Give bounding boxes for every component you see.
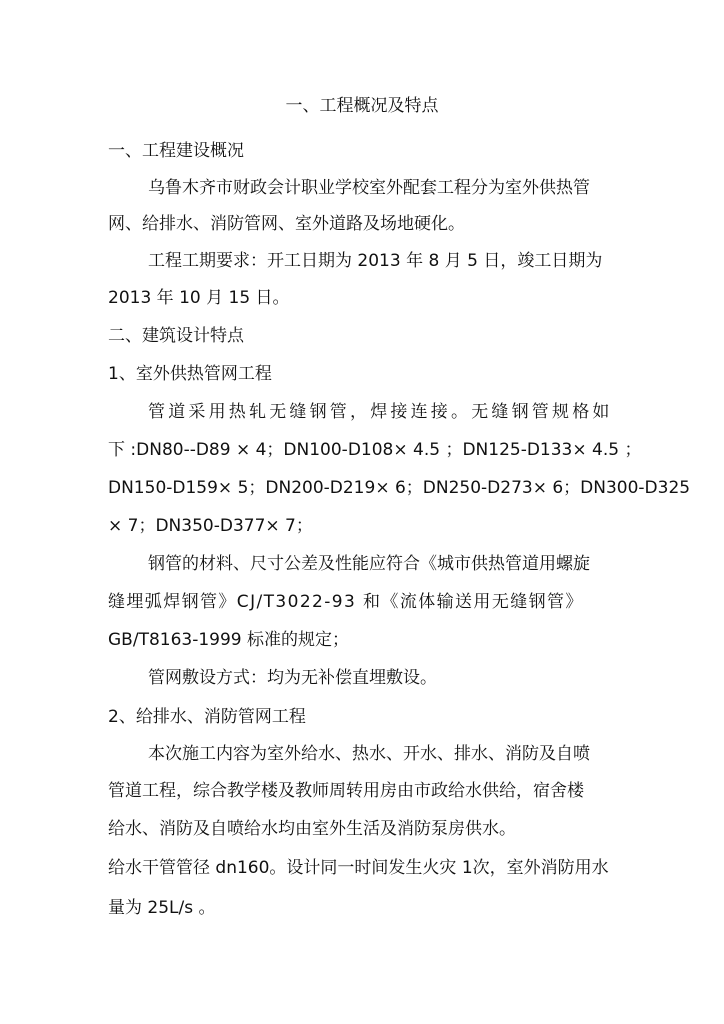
section-heading-1: 一、工程建设概况: [108, 141, 244, 161]
paragraph-line: 网、给排水、消防管网、室外道路及场地硬化。: [108, 214, 465, 234]
paragraph-line: 钢管的材料、尺寸公差及性能应符合《城市供热管道用螺旋: [148, 554, 590, 574]
paragraph-line: 量为 25L/s 。: [108, 898, 216, 918]
paragraph-line: × 7；DN350-D377× 7；: [108, 516, 313, 536]
paragraph-line: 给水、消防及自喷给水均由室外生活及消防泵房供水。: [108, 819, 516, 839]
paragraph-line: 管网敷设方式：均为无补偿直埋敷设。: [148, 668, 437, 688]
subsection-heading-1: 1、室外供热管网工程: [108, 364, 272, 384]
paragraph-line: 给水干管管径 dn160。设计同一时间发生火灾 1次，室外消防用水: [108, 858, 609, 878]
paragraph-line: 工程工期要求：开工日期为 2013 年 8 月 5 日，竣工日期为: [148, 251, 603, 271]
paragraph-line: 2013 年 10 月 15 日。: [108, 288, 290, 308]
paragraph-line: 下 :DN80--D89 × 4；DN100-D108× 4.5 ；DN125-D133× 4.5 ；: [108, 440, 642, 460]
paragraph-line: 本次施工内容为室外给水、热水、开水、排水、消防及自喷: [148, 744, 590, 764]
paragraph-line: GB/T8163-1999 标准的规定；: [108, 630, 350, 650]
paragraph-line: 缝埋弧焊钢管》CJ/T3022-93 和《流体输送用无缝钢管》: [108, 592, 584, 612]
paragraph-line: DN150-D159× 5；DN200-D219× 6；DN250-D273× 6；DN300-D325: [108, 478, 691, 498]
page-title: 一、工程概况及特点: [285, 96, 439, 116]
paragraph-line: 管道工程，综合教学楼及教师周转用房由市政给水供给，宿舍楼: [108, 781, 584, 801]
paragraph-line: 管道采用热轧无缝钢管，焊接连接。无缝钢管规格如: [148, 402, 613, 422]
subsection-heading-2: 2、给排水、消防管网工程: [108, 707, 306, 727]
paragraph-line: 乌鲁木齐市财政会计职业学校室外配套工程分为室外供热管: [148, 178, 590, 198]
section-heading-2: 二、建筑设计特点: [108, 326, 244, 346]
